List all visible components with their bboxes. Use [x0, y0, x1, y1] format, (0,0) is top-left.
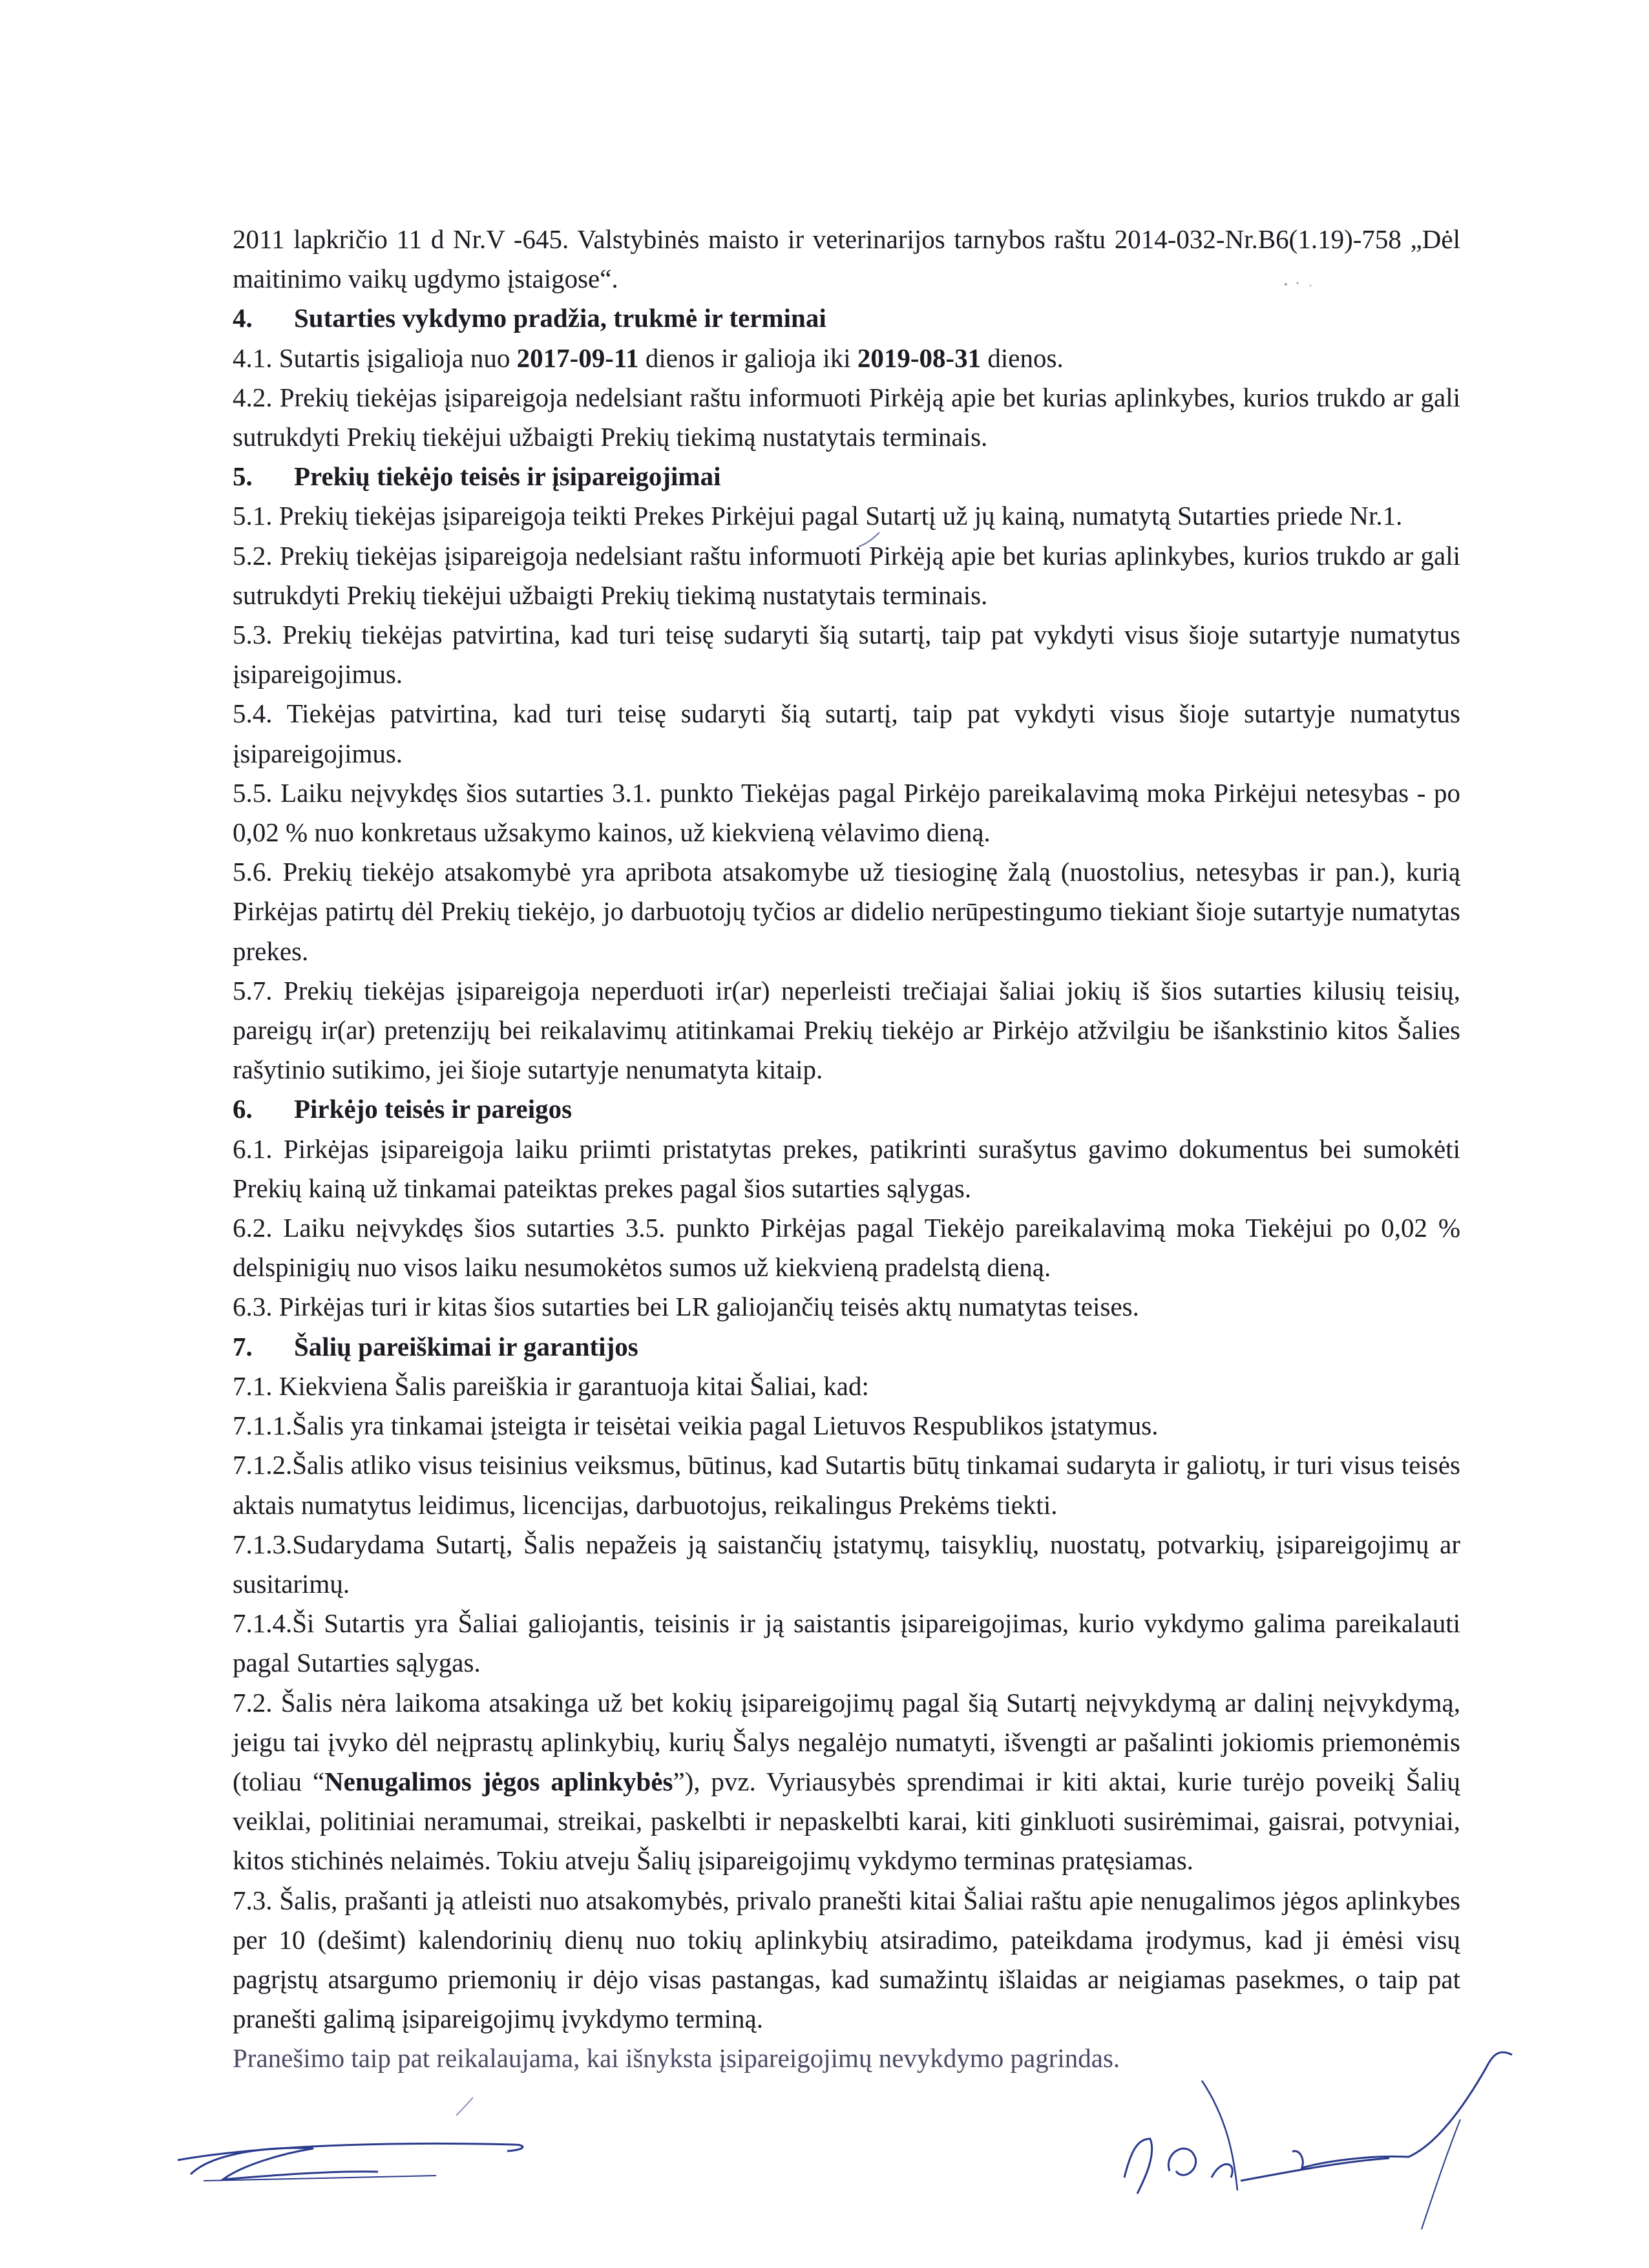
clause-number: 5.5.	[233, 777, 273, 808]
clause-6-3	[233, 1287, 1460, 1327]
clause-number: 7.2.	[233, 1687, 273, 1717]
clause-text: Sudarydama Sutartį, Šalis nepažeis ją saistančių įstatymų, taisyklių, nuostatų, potvarkių, įsipareigojimų ar susitarimų.	[233, 1529, 1460, 1599]
section-5-heading	[233, 457, 1460, 496]
clause-text: Laiku neįvykdęs šios sutarties 3.5. punkto Pirkėjas pagal Tiekėjo pareikalavimą moka Tiekėjui po 0,02 % delspinigių nuo visos laiku nesumokėtos sumos už kiekvieną pradelstą dieną.	[233, 1213, 1461, 1283]
clause-5-6	[233, 852, 1460, 971]
clause-number: 5.6.	[233, 857, 273, 887]
clause-number: 7.1.	[233, 1370, 273, 1401]
clause-number: 6.3.	[233, 1292, 273, 1322]
clause-text: Prekių tiekėjas įsipareigoja nedelsiant raštu informuoti Pirkėją apie bet kurias aplinkybes, kurios trukdo ar gali sutrukdyti Prekių tiekėjui užbaigti Prekių tiekimą nustatytais terminais.	[233, 540, 1460, 610]
section-number: 5.	[233, 461, 253, 492]
contract-page	[233, 220, 1460, 2079]
clause-number: 4.2.	[233, 382, 273, 412]
clause-text: Prekių tiekėjas įsipareigoja teikti Prekes Pirkėjui pagal Sutartį už jų kainą, numatytą Sutarties priede Nr.1.	[278, 501, 1403, 531]
clause-number: 7.1.2.	[233, 1450, 293, 1480]
start-date: 2017-09-11	[516, 342, 639, 373]
clause-number: 7.1.1.	[233, 1411, 293, 1441]
clause-5-1	[233, 496, 1460, 536]
section-title: Prekių tiekėjo teisės ir įsipareigojimai	[294, 461, 721, 492]
clause-number: 7.1.4.	[233, 1608, 293, 1639]
right-signature-icon	[1098, 2042, 1564, 2236]
clause-text: Ši Sutartis yra Šaliai galiojantis, teisinis ir ją saistantis įsipareigojimas, kurio vykdymo galima pareikalauti pagal Sutarties sąlygas.	[233, 1608, 1460, 1678]
clause-number: 6.1.	[233, 1133, 273, 1164]
clause-7-3-continuation: Pranešimo taip pat reikalaujama, kai išnyksta įsipareigojimų nevykdymo pagrindas.	[233, 2043, 1120, 2074]
clause-text: Prekių tiekėjas įsipareigoja nedelsiant raštu informuoti Pirkėją apie bet kurias aplinkybes, kurios trukdo ar gali sutrukdyti Prekių tiekėjui užbaigti Prekių tiekimą nustatytais terminais.	[233, 382, 1460, 452]
clause-number: 5.1.	[233, 501, 273, 531]
pen-tick-mark	[856, 530, 882, 549]
clause-text: Šalis, prašanti ją atleisti nuo atsakomybės, privalo pranešti kitai Šaliai raštu apie nenugalimos jėgos aplinkybes per 10 (dešimt) kalendorinių dienų nuo tokių aplinkybių atsiradimo, pateikdama įrodymus, kad ji ėmėsi visų pagrįstų atsargumo priemonių ir dėjo visas pastangas, kad sumažintų išlaidas ar neigiamas pasekmes, o taip pat pranešti galimą įsipareigojimų įvykdymo terminą.	[233, 1885, 1461, 2034]
clause-text: dienos.	[981, 342, 1064, 373]
clause-text: Šalis yra tinkamai įsteigta ir teisėtai veikia pagal Lietuvos Respublikos įstatymus.	[292, 1411, 1159, 1441]
clause-5-2	[233, 536, 1460, 615]
section-7-heading	[233, 1327, 1460, 1367]
clause-7-3	[233, 1881, 1460, 2039]
clause-5-7	[233, 971, 1460, 1090]
clause-text: Šalis atliko visus teisinius veiksmus, būtinus, kad Sutartis būtų tinkamai sudaryta ir galiotų, ir turi visus teisės aktais numatytus leidimus, licencijas, darbuotojus, reikalingus Prekėms tiekti.	[233, 1450, 1460, 1520]
intro-paragraph: 2011 lapkričio 11 d Nr.V -645. Valstybinės maisto ir veterinarijos tarnybos raštu 2014-032-Nr.B6(1.19)-758 „Dėl maitinimo vaikų ugdymo įstaigose“.	[233, 224, 1460, 294]
clause-number: 5.2.	[233, 540, 273, 571]
clause-text: Tiekėjas patvirtina, kad turi teisę sudaryti šią sutartį, taip pat vykdyti visus šioje sutartyje numatytus įsipareigojimus.	[233, 698, 1460, 768]
section-number: 4.	[233, 303, 253, 333]
clause-5-5	[233, 773, 1460, 852]
clause-4-2	[233, 378, 1460, 457]
clause-5-3	[233, 615, 1460, 694]
clause-text: Pirkėjas įsipareigoja laiku priimti pristatytas prekes, patikrinti surašytus gavimo dokumentus bei sumokėti Prekių kainą už tinkamai pateiktas prekes pagal šios sutarties sąlygas.	[233, 1133, 1460, 1203]
clause-number: 7.1.3.	[233, 1529, 293, 1559]
clause-text: ”), pvz. Vyriausybės sprendimai ir kiti aktai, kurie turėjo poveikį Šalių veiklai, politiniai neramumai, streikai, paskelbti ir nepaskelbti karai, kiti ginkluoti susirėmimai, gaisrai, potvyniai, kitos stichinės nelaimės. Tokiu atveju Šalių įsipareigojimų vykdymo terminas pratęsiamas.	[233, 1766, 1460, 1876]
clause-7-2	[233, 1683, 1460, 1881]
clause-7-1-2	[233, 1445, 1460, 1524]
clause-7-1-4	[233, 1604, 1460, 1683]
defined-term: Nenugalimos jėgos aplinkybės	[324, 1766, 673, 1796]
section-number: 6.	[233, 1094, 253, 1124]
section-4-heading	[233, 299, 1460, 338]
clause-number: 5.7.	[233, 975, 273, 1005]
clause-number: 6.2.	[233, 1213, 273, 1243]
left-signature-icon	[165, 2103, 565, 2194]
clause-number: 7.3.	[233, 1885, 273, 1915]
clause-text: Prekių tiekėjo atsakomybė yra apribota atsakomybe už tiesioginę žalą (nuostolius, netesybas ir pan.), kurią Pirkėjas patirtų dėl Prekių tiekėjo, jo darbuotojų tyčios ar didelio nerūpestingumo tiekiant šioje sutartyje numatytas prekes.	[233, 857, 1461, 966]
clause-text: Sutartis įsigalioja nuo	[278, 342, 517, 373]
section-number: 7.	[233, 1331, 253, 1361]
clause-text: dienos ir galioja iki	[638, 342, 857, 373]
clause-number: 5.3.	[233, 620, 273, 650]
clause-text: Pirkėjas turi ir kitas šios sutarties bei LR galiojančių teisės aktų numatytas teises.	[278, 1292, 1139, 1322]
clause-6-2	[233, 1208, 1460, 1287]
end-date: 2019-08-31	[857, 342, 982, 373]
clause-number: 5.4.	[233, 698, 273, 729]
section-title: Šalių pareiškimai ir garantijos	[294, 1331, 638, 1361]
section-title: Pirkėjo teisės ir pareigos	[294, 1094, 572, 1124]
section-6-heading	[233, 1089, 1460, 1129]
section-title: Sutarties vykdymo pradžia, trukmė ir terminai	[294, 303, 826, 333]
clause-5-4	[233, 694, 1460, 773]
clause-6-1	[233, 1129, 1460, 1208]
clause-4-1	[233, 339, 1460, 378]
clause-text: Prekių tiekėjas įsipareigoja neperduoti ir(ar) neperleisti trečiajai šaliai jokių iš šios sutarties kilusių teisių, pareigų ir(ar) pretenzijų bei reikalavimų atitinkamai Prekių tiekėjo ar Pirkėjo atžvilgiu be išankstinio kitos Šalies rašytinio sutikimo, jei šioje sutartyje nenumatyta kitaip.	[233, 975, 1461, 1085]
clause-7-1-3	[233, 1525, 1460, 1604]
scan-speck-mark	[1279, 278, 1318, 291]
clause-number: 4.1.	[233, 342, 273, 373]
clause-text: Laiku neįvykdęs šios sutarties 3.1. punkto Tiekėjas pagal Pirkėjo pareikalavimą moka Pirkėjui netesybas - po 0,02 % nuo konkretaus užsakymo kainos, už kiekvieną vėlavimo dieną.	[233, 777, 1461, 848]
clause-7-1	[233, 1367, 1460, 1406]
clause-text: Kiekviena Šalis pareiškia ir garantuoja kitai Šaliai, kad:	[278, 1370, 869, 1401]
clause-7-1-1	[233, 1406, 1460, 1445]
clause-text: Prekių tiekėjas patvirtina, kad turi teisę sudaryti šią sutartį, taip pat vykdyti visus šioje sutartyje numatytus įsipareigojimus.	[233, 620, 1461, 689]
clause-text: Šalis nėra laikoma atsakinga už bet kokių įsipareigojimų pagal šią Sutartį neįvykdymą ar dalinį neįvykdymą, jeigu tai įvyko dėl neįprastų aplinkybių, kurių Šalys negalėjo numatyti, išvengti ar pašalinti jokiomis priemonėmis (toliau “	[233, 1687, 1460, 1796]
